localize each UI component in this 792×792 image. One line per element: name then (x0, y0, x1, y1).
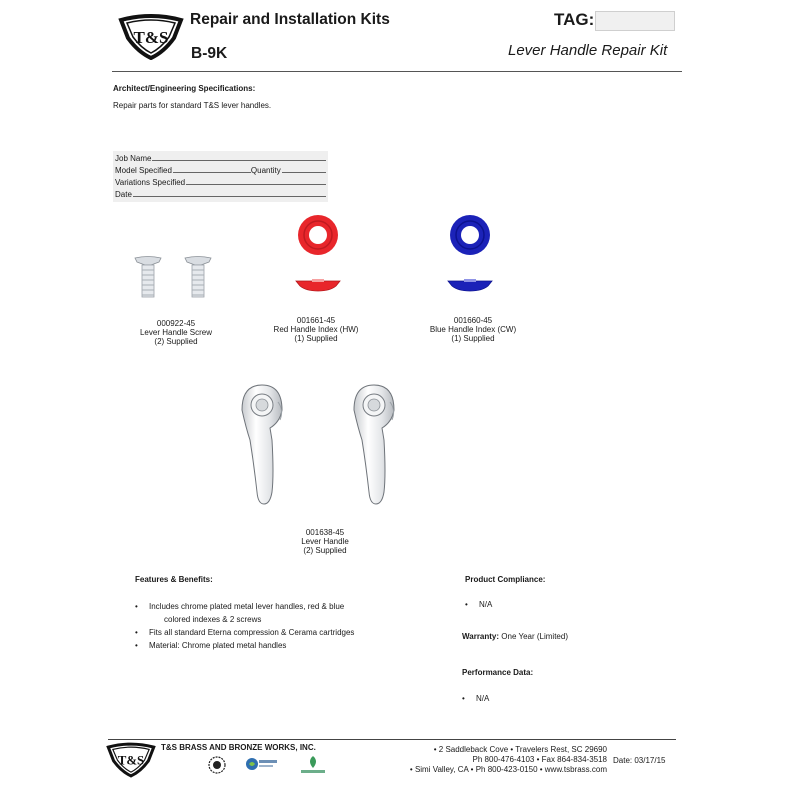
feature-item: • Material: Chrome plated metal handles (135, 641, 287, 650)
part-caption-blue-index: 001660-45 Blue Handle Index (CW) (1) Supplied (429, 316, 517, 343)
footer-divider (108, 739, 676, 740)
spec-heading: Architect/Engineering Specifications: (113, 84, 256, 93)
model-number: B-9K (191, 45, 228, 62)
feature-item: colored indexes & 2 screws (164, 615, 262, 624)
svg-text:T&S: T&S (117, 753, 145, 768)
lever-handle-icon (242, 385, 282, 504)
part-caption-screw: 000922-45 Lever Handle Screw (2) Supplied (139, 319, 213, 346)
screw-icon (185, 257, 211, 298)
performance-item: • N/A (462, 694, 490, 703)
screw-icon (135, 257, 161, 298)
header-divider (112, 71, 682, 72)
blue-index-ring-icon (450, 215, 490, 255)
job-name-field[interactable]: Job Name (115, 153, 326, 163)
brand-logo (118, 14, 184, 60)
page-title: Repair and Installation Kits (190, 11, 390, 28)
variations-field[interactable]: Variations Specified (115, 177, 326, 187)
quantity-label: Quantity (250, 166, 281, 175)
product-subtitle: Lever Handle Repair Kit (508, 42, 668, 59)
red-index-side-icon (296, 279, 340, 291)
compliance-item: • N/A (465, 600, 493, 609)
blue-handle-index-image (442, 213, 498, 303)
spec-text: Repair parts for standard T&S lever handles. (113, 101, 272, 110)
part-caption-red-index: 001661-45 Red Handle Index (HW) (1) Supplied (273, 316, 359, 343)
svg-text:T&S: T&S (133, 28, 169, 47)
compliance-heading: Product Compliance: (465, 575, 546, 584)
date-field[interactable]: Date (115, 189, 326, 199)
performance-heading: Performance Data: (462, 668, 534, 677)
tag-input[interactable] (595, 11, 675, 31)
part-caption-lever-handle: 001638-45 Lever Handle (2) Supplied (301, 528, 349, 555)
red-handle-index-image (290, 213, 346, 303)
warranty-line: Warranty: One Year (Limited) (462, 632, 568, 641)
feature-item: • Fits all standard Eterna compression & Cerama cartridges (135, 628, 355, 637)
features-heading: Features & Benefits: (135, 575, 213, 584)
lever-handle-icon (354, 385, 394, 504)
company-address: • 2 Saddleback Cove • Travelers Rest, SC 29690 Ph 800-476-4103 • Fax 864-834-3518 • Simi Valley, CA • Ph 800-423-0150 • www.tsbrass.com (409, 745, 607, 774)
tag-label: TAG: (554, 10, 595, 29)
footer-logo (106, 742, 156, 778)
red-index-ring-icon (298, 215, 338, 255)
company-name: T&S BRASS AND BRONZE WORKS, INC. (161, 743, 316, 752)
certification-icons (205, 753, 335, 777)
lever-handle-image (232, 380, 412, 510)
job-info-box (113, 151, 328, 202)
seal-icon (209, 757, 225, 773)
lever-handle-screw-image (131, 255, 221, 300)
model-specified-field[interactable]: Model Specified Quantity (115, 165, 326, 175)
feature-item: • Includes chrome plated metal lever handles, red & blue (135, 602, 345, 611)
watersense-icon (246, 758, 277, 770)
blue-index-side-icon (448, 279, 492, 291)
document-date: Date: 03/17/15 (613, 756, 666, 765)
green-leaf-icon (301, 756, 325, 773)
